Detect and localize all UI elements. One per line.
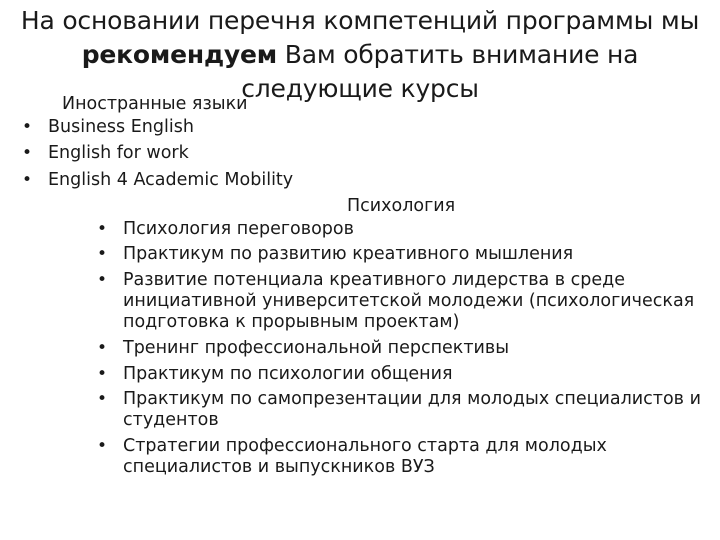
course-name: Практикум по развитию креативного мышления <box>123 244 574 265</box>
bullet-icon: • <box>97 436 108 457</box>
languages-heading: Иностранные языки <box>62 94 248 114</box>
list-item <box>97 270 701 333</box>
bullet-icon: • <box>97 363 108 384</box>
bullet-icon: • <box>22 170 33 191</box>
list-item <box>97 337 701 359</box>
list-item <box>22 116 293 138</box>
title-emphasis: рекомендуем <box>81 40 278 69</box>
course-name-line: Стратегии профессионального старта для молодых <box>123 436 607 457</box>
bullet-icon: • <box>22 116 33 137</box>
bullet-icon: • <box>97 337 108 358</box>
course-name-line: Развитие потенциала креативного лидерства в среде <box>123 270 626 291</box>
course-name: Тренинг профессиональной перспективы <box>123 337 510 358</box>
list-item <box>97 244 701 265</box>
course-name-line: подготовка к прорывным проектам) <box>123 312 460 333</box>
list-item <box>22 143 293 164</box>
course-name-line: инициативной университетской молодежи (психологическая <box>123 291 695 312</box>
bullet-icon: • <box>22 143 33 164</box>
course-name-line: Практикум по самопрезентации для молодых специалистов и <box>123 389 701 410</box>
course-name: English for work <box>48 143 189 164</box>
psychology-heading: Психология <box>347 196 456 216</box>
title-line-3: следующие курсы <box>241 74 479 103</box>
course-name: English 4 Academic Mobility <box>48 170 294 191</box>
list-item <box>22 170 294 191</box>
psychology-course-list <box>97 218 701 484</box>
title-line-1: На основании перечня компетенций программы мы <box>20 6 700 35</box>
slide-title <box>10 4 710 106</box>
bullet-icon: • <box>97 389 108 410</box>
course-name: Практикум по психологии общения <box>123 363 453 384</box>
list-item <box>97 218 701 240</box>
list-item <box>97 363 701 385</box>
list-item <box>97 389 701 431</box>
bullet-icon: • <box>97 270 108 291</box>
course-name: Психология переговоров <box>123 218 354 239</box>
list-item <box>97 436 701 478</box>
course-name-line: студентов <box>123 410 219 431</box>
bullet-icon: • <box>97 218 108 239</box>
course-name: Business English <box>48 116 194 137</box>
bullet-icon: • <box>97 244 108 265</box>
languages-course-list <box>22 116 294 197</box>
course-name-line: специалистов и выпускников ВУЗ <box>123 457 435 478</box>
title-line-2-rest: Вам обратить внимание на <box>277 40 639 69</box>
title-line-2 <box>10 38 710 72</box>
